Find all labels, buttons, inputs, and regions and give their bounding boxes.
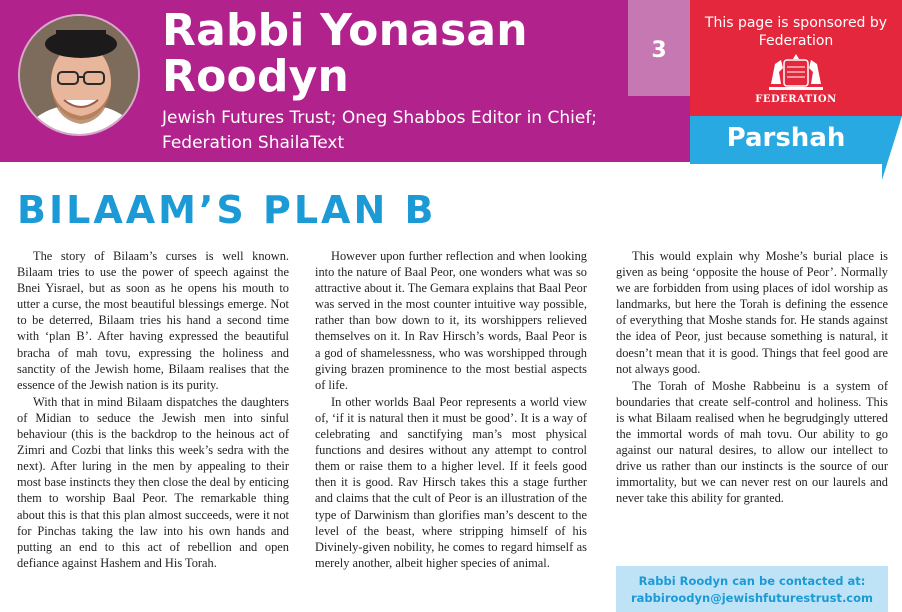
author-photo <box>18 14 140 136</box>
federation-crest-icon <box>767 54 825 94</box>
federation-crest-label: FEDERATION <box>755 94 837 105</box>
article-title: BILAAM’S PLAN B <box>17 188 437 232</box>
section-tab-fold <box>882 116 902 180</box>
author-header <box>0 0 690 162</box>
contact-label: Rabbi Roodyn can be contacted at: <box>638 574 866 588</box>
section-tab <box>690 116 882 164</box>
page-number: 3 <box>651 38 667 63</box>
article-paragraph: The story of Bilaam’s curses is well known. Bilaam tries to use the power of speech against the Bnei Yisrael, but as soon as he opens his mouth to utter a curse, the most beautiful blessings emerge. Not to be deterred, Bilaam tries his hand a second time with ‘plan B’. After having expressed the beautiful bracha of mah tovu, expressing the holiness and sanctity of the Jewish home, Bilaam realises that the essence of the Jewish nation is its purity. <box>17 249 289 392</box>
article-paragraph: This would explain why Moshe’s burial place is given as being ‘opposite the house of Peor’. Normally we are forbidden from using places of idol worship as landmarks, but here the Torah is defining the essence of everything that Moshe stands for. He stands against the idea of Peor, just because something is natural, it doesn’t mean that it is good. Things that feel good are not always good. <box>616 249 888 376</box>
contact-email[interactable]: rabbiroodyn@jewishfuturestrust.com <box>630 591 874 605</box>
article-column-1 <box>17 248 289 572</box>
sponsor-text: This page is sponsored by Federation <box>704 15 888 49</box>
section-tab-label: Parshah <box>726 123 846 153</box>
article-paragraph: The Torah of Moshe Rabbeinu is a system of boundaries that create self-control and holiness. This is what Bilaam realised when he begrudgingly uttered the immortal words of mah tovu. Our ability to go against our natural desires, to allow our intellect to drive us rather than our instincts is the source of our immortality, but we can never rest on our laurels and never take this ability for granted. <box>616 378 888 506</box>
article-column-3 <box>616 248 888 508</box>
contact-box <box>616 566 888 612</box>
article-paragraph: In other worlds Baal Peor represents a world view of, ‘if it is natural then it must be good’. It is a way of celebrating and sanctifying man’s most physical functions and desires without any attempt to control them or raise them to a higher level. If it feels good then it is good. Rav Hirsch takes this a stage further and claims that the cult of Peor is an illustration of the type of Darwinism than glorifies man’s descent to the level of the beast, where stripping himself of his Divinely-given nobility, he comes to regard himself as merely another, albeit higher species of animal. <box>315 394 587 570</box>
author-affiliations: Jewish Futures Trust; Oneg Shabbos Editor in Chief; Federation ShailaText <box>162 108 598 153</box>
article-column-2 <box>315 248 587 572</box>
author-name: Rabbi Yonasan Roodyn <box>162 5 528 102</box>
article-paragraph: However upon further reflection and when looking into the nature of Baal Peor, one wonders what was so attractive about it. The Gemara explains that Baal Peor was served in the most counter intuitive way possible, rather than bow down to it, its worshippers relieved themselves on it. In Rav Hirsch’s words, Baal Peor is a god of shamelessness, who was worshipped through giving brazen prominence to the most bestial aspects of life. <box>315 249 587 392</box>
article-paragraph: With that in mind Bilaam dispatches the daughters of Midian to seduce the Jewish men into sinful behaviour (this is the backdrop to the heinous act of Zimri and Cozbi that links this week’s sedra with the next). After luring in the men by appealing to their most base instincts they then close the deal by enticing them to worship Baal Peor. The remarkable thing about this is that this plan almost succeeds, were it not for Pinchas taking the law into his own hands and putting an end to this act of rebellion and open defiance against Hashem and His Torah. <box>17 394 289 570</box>
author-portrait-image <box>20 16 140 136</box>
sponsor-box <box>690 0 902 116</box>
page-number-box <box>628 0 690 96</box>
